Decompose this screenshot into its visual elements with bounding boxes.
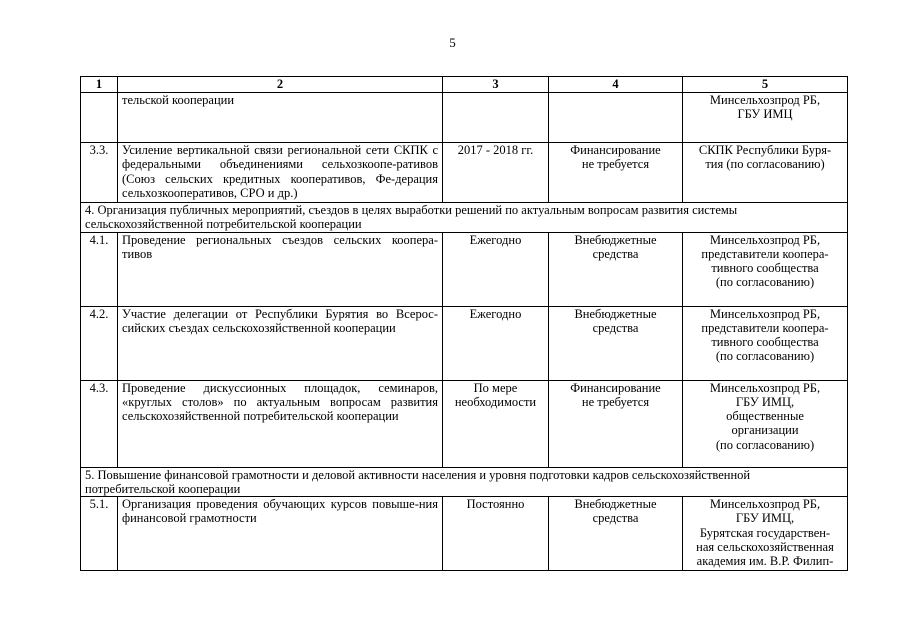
table-row	[81, 497, 848, 571]
item-number: 4.1.	[81, 232, 118, 306]
item-period: Ежегодно	[443, 306, 549, 380]
table-row	[81, 380, 848, 467]
section-heading: 4. Организация публичных мероприятий, съездов в целях выработки решений по актуальным вопросам развития системы сельскохозяйственной потребительской кооперации	[81, 203, 848, 233]
item-description: Участие делегации от Республики Бурятия во Всерос-сийских съездах сельскохозяйственной кооперации	[118, 306, 443, 380]
item-funding	[549, 93, 683, 143]
item-number: 3.3.	[81, 143, 118, 203]
item-responsible: Минсельхозпрод РБ, ГБУ ИМЦ	[683, 93, 848, 143]
item-period	[443, 93, 549, 143]
item-description: Проведение дискуссионных площадок, семинаров, «круглых столов» по актуальным вопросам развития сельскохозяйственной потребительской кооперации	[118, 380, 443, 467]
item-description: Усиление вертикальной связи региональной сети СКПК с федеральными объединениями сельхозкоопе-ративов (Союз сельских кредитных кооперативов, Фе-дерация сельхозкооперативов, СРО и др.)	[118, 143, 443, 203]
table-row	[81, 232, 848, 306]
item-responsible: Минсельхозпрод РБ, ГБУ ИМЦ, общественные организации (по согласованию)	[683, 380, 848, 467]
table-row	[81, 306, 848, 380]
page-number: 5	[449, 35, 456, 50]
item-responsible: Минсельхозпрод РБ, представители коопера- тивного сообщества (по согласованию)	[683, 232, 848, 306]
item-period: Постоянно	[443, 497, 549, 571]
section-heading: 5. Повышение финансовой грамотности и деловой активности населения и уровня подготовки кадров сельскохозяйственной потребительской кооперации	[81, 467, 848, 497]
item-responsible: Минсельхозпрод РБ, ГБУ ИМЦ, Бурятская государствен- ная сельскохозяйственная академия им. В.Р. Филип-	[683, 497, 848, 571]
item-description: Проведение региональных съездов сельских коопера-тивов	[118, 232, 443, 306]
item-number: 4.2.	[81, 306, 118, 380]
column-header: 1	[81, 77, 118, 93]
table-header-row	[81, 77, 848, 93]
column-header: 2	[118, 77, 443, 93]
section-row	[81, 203, 848, 233]
item-period: По мере необходимости	[443, 380, 549, 467]
item-funding: Внебюджетные средства	[549, 306, 683, 380]
item-funding: Внебюджетные средства	[549, 232, 683, 306]
item-period: Ежегодно	[443, 232, 549, 306]
column-header: 4	[549, 77, 683, 93]
item-number	[81, 93, 118, 143]
item-period: 2017 - 2018 гг.	[443, 143, 549, 203]
section-row	[81, 467, 848, 497]
item-responsible: Минсельхозпрод РБ, представители коопера- тивного сообщества (по согласованию)	[683, 306, 848, 380]
column-header: 5	[683, 77, 848, 93]
item-description: тельской кооперации	[118, 93, 443, 143]
item-funding: Финансирование не требуется	[549, 143, 683, 203]
table-row	[81, 93, 848, 143]
plan-table	[80, 76, 848, 571]
column-header: 3	[443, 77, 549, 93]
item-responsible: СКПК Республики Буря- тия (по согласованию)	[683, 143, 848, 203]
item-number: 5.1.	[81, 497, 118, 571]
item-funding: Внебюджетные средства	[549, 497, 683, 571]
item-description: Организация проведения обучающих курсов повыше-ния финансовой грамотности	[118, 497, 443, 571]
item-number: 4.3.	[81, 380, 118, 467]
item-funding: Финансирование не требуется	[549, 380, 683, 467]
table-row	[81, 143, 848, 203]
